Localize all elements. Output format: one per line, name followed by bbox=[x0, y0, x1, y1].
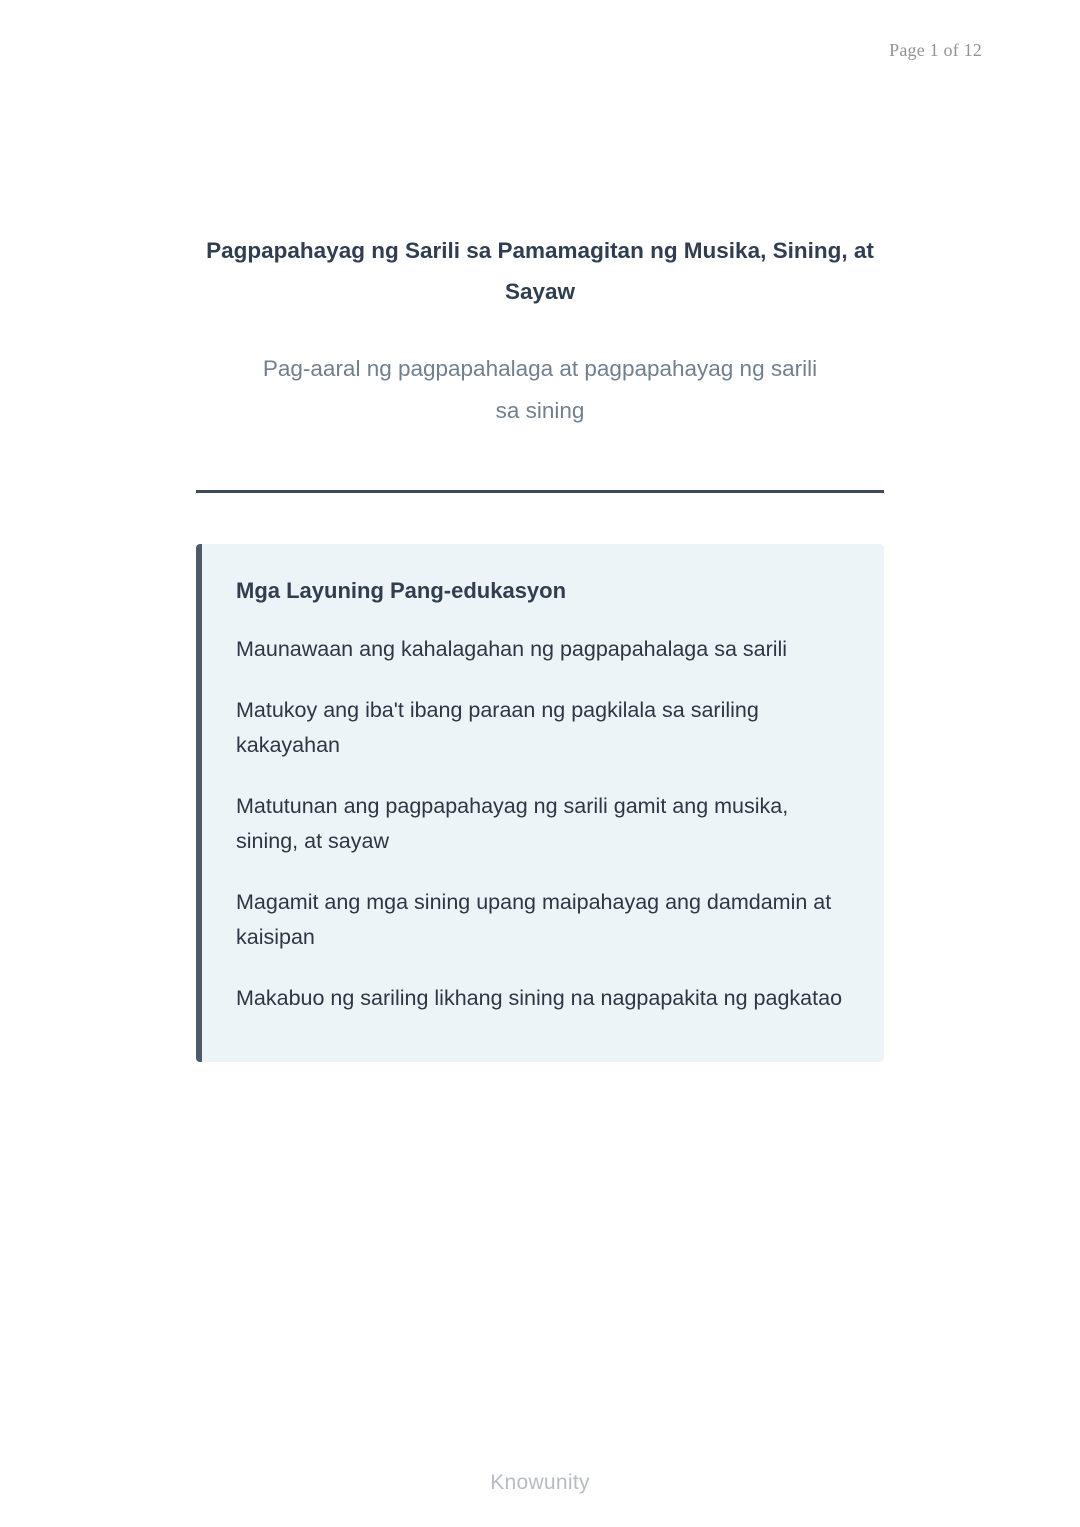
objectives-heading: Mga Layuning Pang-edukasyon bbox=[236, 578, 567, 603]
page-content bbox=[196, 0, 884, 1062]
objective-item: Matukoy ang iba't ibang paraan ng pagkilala sa sariling kakayahan bbox=[236, 698, 759, 757]
footer-brand: Knowunity bbox=[490, 1471, 590, 1494]
page-subtitle: Pag-aaral ng pagpapahalaga at pagpapahayag ng sarili sa sining bbox=[262, 356, 818, 423]
objective-item: Makabuo ng sariling likhang sining na nagpapakita ng pagkatao bbox=[236, 986, 843, 1010]
page-indicator: Page 1 of 12 bbox=[889, 40, 982, 60]
section-divider bbox=[196, 490, 884, 493]
objective-item: Magamit ang mga sining upang maipahayag ang damdamin at kaisipan bbox=[236, 890, 832, 949]
objectives-callout-box bbox=[196, 544, 884, 1062]
page-title: Pagpapahayag ng Sarili sa Pamamagitan ng Musika, Sining, at Sayaw bbox=[206, 238, 874, 304]
objective-item: Maunawaan ang kahalagahan ng pagpapahalaga sa sarili bbox=[236, 637, 788, 661]
objective-item: Matutunan ang pagpapahayag ng sarili gamit ang musika, sining, at sayaw bbox=[236, 794, 789, 853]
